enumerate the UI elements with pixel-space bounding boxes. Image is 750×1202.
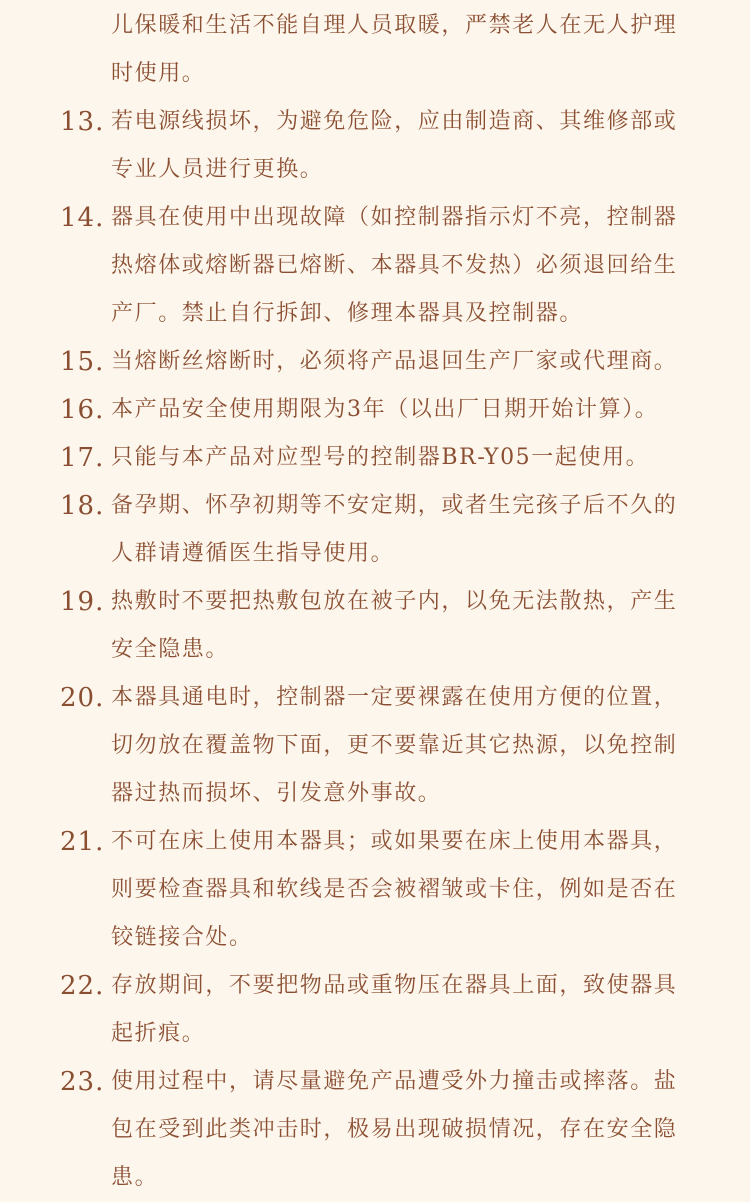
list-item (0, 482, 750, 578)
item-number: 17. (60, 443, 105, 473)
list-item (0, 98, 750, 194)
item-text: 只能与本产品对应型号的控制器BR-Y05一起使用。 (111, 445, 650, 470)
item-text: 器具在使用中出现故障（如控制器指示灯不亮，控制器热熔体或熔断器已熔断、本器具不发热）必须退回给生产厂。禁止自行拆卸、修理本器具及控制器。 (111, 205, 678, 326)
item-number: 19. (60, 587, 105, 617)
list-item (0, 386, 750, 434)
list-item (0, 578, 750, 674)
item-text: 热敷时不要把热敷包放在被子内，以免无法散热，产生安全隐患。 (111, 589, 678, 662)
list-item (0, 194, 750, 338)
list-item (0, 674, 750, 818)
list-item (0, 0, 750, 98)
list-item (0, 1058, 750, 1202)
item-text: 若电源线损坏，为避免危险，应由制造商、其维修部或专业人员进行更换。 (111, 109, 678, 182)
item-number: 23. (60, 1067, 105, 1097)
list-item (0, 962, 750, 1058)
item-number: 21. (60, 827, 105, 857)
item-text: 不可在床上使用本器具；或如果要在床上使用本器具，则要检查器具和软线是否会被褶皱或卡住，例如是否在铰链接合处。 (111, 829, 678, 950)
item-number: 22. (60, 971, 105, 1001)
item-text: 儿保暖和生活不能自理人员取暖，严禁老人在无人护理时使用。 (111, 13, 678, 86)
list-item (0, 434, 750, 482)
item-text: 本器具通电时，控制器一定要裸露在使用方便的位置，切勿放在覆盖物下面，更不要靠近其它热源，以免控制器过热而损坏、引发意外事故。 (111, 685, 678, 806)
item-text: 本产品安全使用期限为3年（以出厂日期开始计算）。 (111, 397, 659, 422)
item-number: 16. (60, 395, 105, 425)
list-item (0, 338, 750, 386)
item-number: 14. (60, 203, 105, 233)
item-text: 使用过程中，请尽量避免产品遭受外力撞击或摔落。盐包在受到此类冲击时，极易出现破损情况，存在安全隐患。 (111, 1069, 678, 1190)
item-text: 备孕期、怀孕初期等不安定期，或者生完孩子后不久的人群请遵循医生指导使用。 (111, 493, 678, 566)
item-number: 20. (60, 683, 105, 713)
item-number: 15. (60, 347, 105, 377)
item-number: 13. (60, 107, 105, 137)
list-item (0, 818, 750, 962)
item-text: 存放期间，不要把物品或重物压在器具上面，致使器具起折痕。 (111, 973, 678, 1046)
item-text: 当熔断丝熔断时，必须将产品退回生产厂家或代理商。 (111, 349, 678, 374)
item-number: 18. (60, 491, 105, 521)
